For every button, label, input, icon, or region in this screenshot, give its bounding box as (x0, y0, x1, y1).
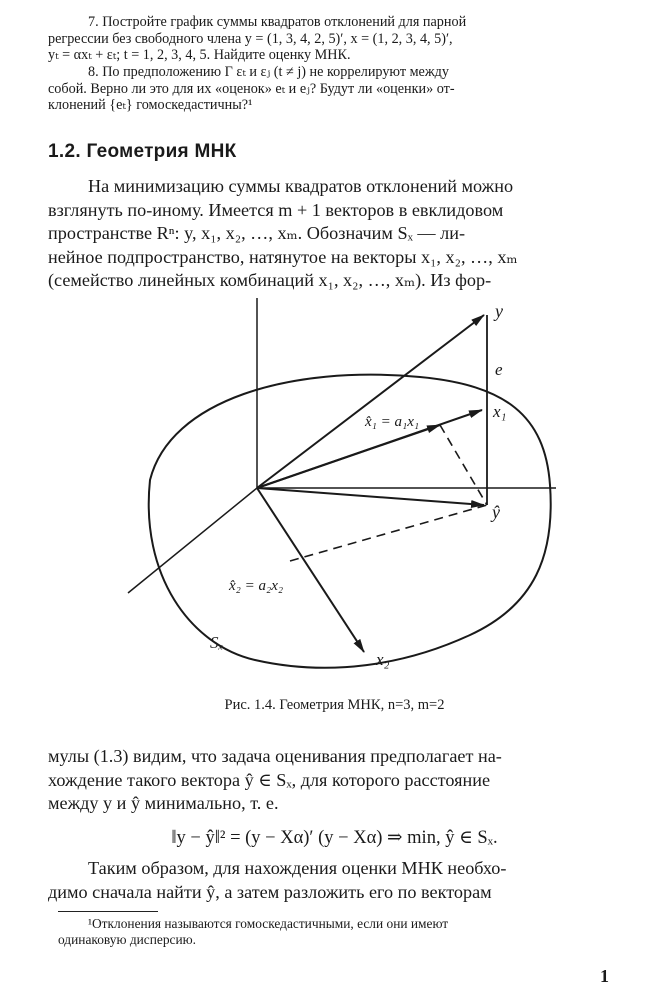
mnk-geometry-figure (0, 295, 669, 690)
footnote (58, 916, 620, 949)
dashed-projection (440, 425, 487, 505)
paragraph-line: взглянуть по-иному. Имеется m + 1 векторов в евклидовом (48, 199, 504, 220)
paragraph-line: (семейство линейных комбинаций x₁, x₂, …, xₘ). Из фор- (48, 270, 492, 291)
exercise-7 (48, 14, 620, 64)
exercise-7-line: yₜ = αxₜ + εₜ; t = 1, 2, 3, 4, 5. Найдите оценку МНК. (48, 47, 351, 64)
label-x1: x₁ (493, 402, 507, 421)
label-x1-hat: x̂₁ = a₁x₁ (365, 414, 420, 430)
paragraph-line: между y и ŷ минимально, т. е. (48, 793, 279, 814)
label-y-hat: ŷ (492, 502, 500, 522)
label-e: e (495, 360, 503, 379)
paragraph-line: нейное подпространство, натянутое на векторы x₁, x₂, …, xₘ (48, 246, 518, 267)
label-x2-hat: x̂₂ = a₂x₂ (229, 578, 284, 594)
vector-y-hat (257, 488, 484, 505)
vector-x2 (257, 488, 364, 652)
paragraph-line: Таким образом, для нахождения оценки МНК необхо- (88, 858, 507, 878)
label-sx: Sₓ (210, 633, 224, 652)
footnote-line: ¹Отклонения называются гомоскедастичными, если они имеют (88, 916, 449, 931)
after-figure-paragraph (48, 745, 622, 816)
exercise-8-line: собой. Верно ли это для их «оценок» eₜ и eⱼ? Будут ли «оценки» от- (48, 80, 455, 97)
exercise-7-line: регрессии без свободного члена y = (1, 3, 4, 2, 5)′, x = (1, 2, 3, 4, 5)′, (48, 30, 453, 47)
paragraph-line: На минимизацию суммы квадратов отклонений можно (88, 176, 514, 196)
paragraph-line: хождение такого вектора ŷ ∈ Sₓ, для которого расстояние (48, 769, 491, 790)
vector-x1-hat (257, 425, 440, 488)
footnote-rule (58, 911, 158, 912)
paragraph-line: димо сначала найти ŷ, а затем разложить его по векторам (48, 881, 492, 902)
label-x2: x₂ (376, 650, 390, 669)
label-y: y (495, 301, 503, 321)
paragraph-line: мулы (1.3) видим, что задача оценивания предполагает на- (48, 746, 502, 766)
subspace-outline (149, 375, 551, 668)
exercise-8-line: 8. По предположению Г εₜ и εⱼ (t ≠ j) не коррелируют между (88, 64, 449, 80)
equation: ‖y − ŷ‖² = (y − Xα)′ (y − Xα) ⇒ min, ŷ ∈ Sₓ. (171, 828, 498, 848)
page-number: 1 (600, 966, 609, 986)
exercise-8-line: клонений {eₜ} гомоскедастичны?¹ (48, 97, 253, 114)
figure-caption: Рис. 1.4. Геометрия МНК, n=3, m=2 (224, 697, 445, 713)
final-paragraph (48, 857, 622, 904)
exercise-7-line: 7. Постройте график суммы квадратов отклонений для парной (88, 14, 467, 30)
footnote-line: одинаковую дисперсию. (58, 932, 197, 948)
paragraph-line: пространстве Rⁿ: y, x₁, x₂, …, xₘ. Обозначим Sₓ — ли- (48, 223, 465, 244)
vector-y (257, 315, 484, 488)
exercise-8 (48, 64, 620, 114)
dashed-projection (290, 505, 487, 561)
intro-paragraph (48, 175, 622, 293)
section-heading: 1.2. Геометрия МНК (48, 141, 237, 162)
